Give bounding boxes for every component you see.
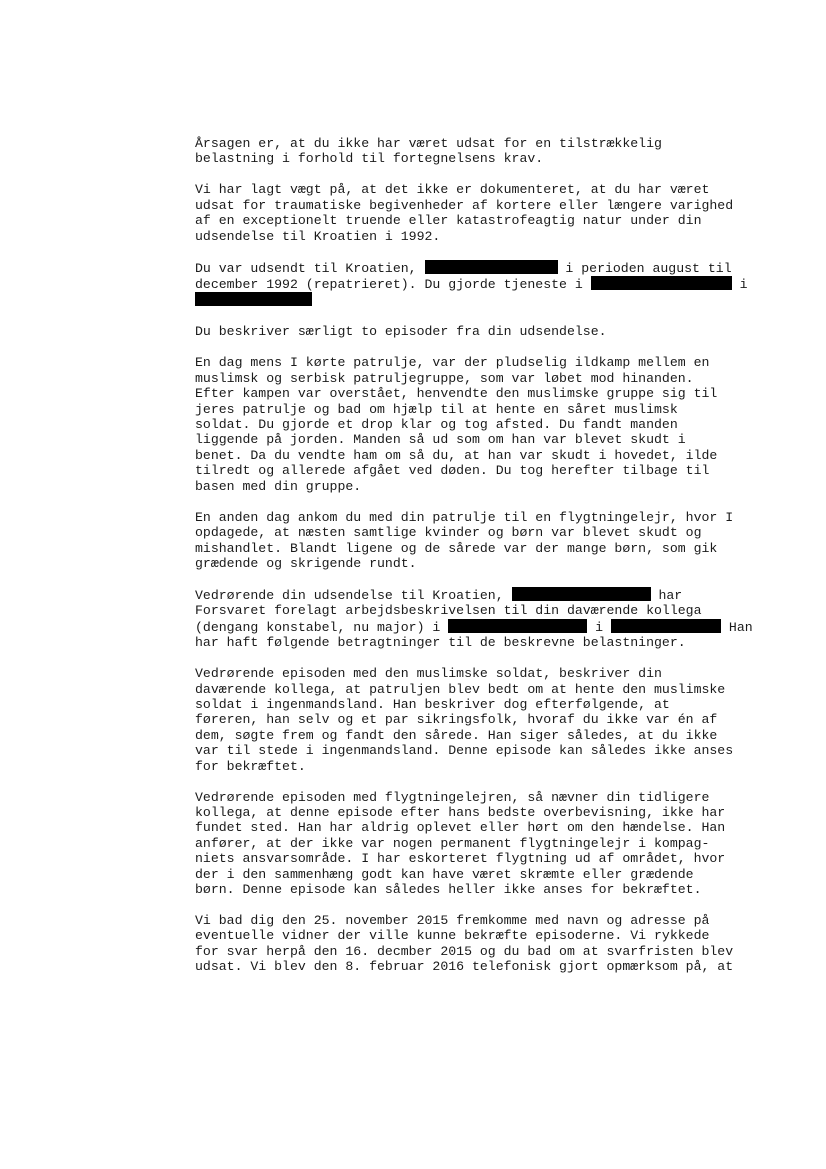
text-line bbox=[195, 276, 785, 292]
text-segment: i perioden august til bbox=[557, 260, 732, 276]
text-line: Vedrørende episoden med flygtningelejren, så nævner din tidligere bbox=[195, 789, 710, 805]
text-line: Vi har lagt vægt på, at det ikke er dokumenteret, at du har været bbox=[195, 182, 710, 198]
text-line: En anden dag ankom du med din patrulje til en flygtningelejr, hvor I bbox=[195, 509, 734, 525]
text-line: Vi bad dig den 25. november 2015 fremkomme med navn og adresse på bbox=[195, 913, 710, 928]
text-segment: (dengang konstabel, nu major) i bbox=[195, 619, 449, 635]
paragraph-9 bbox=[195, 790, 785, 898]
text-line: daværende kollega, at patruljen blev bedt om at hente den muslimske bbox=[195, 681, 726, 697]
text-line: Du beskriver særligt to episoder fra din udsendelse. bbox=[195, 324, 607, 340]
text-line: En dag mens I kørte patrulje, var der pludselig ildkamp mellem en bbox=[195, 355, 710, 371]
paragraph-3 bbox=[195, 260, 785, 309]
paragraph-10 bbox=[195, 913, 785, 975]
letter-body bbox=[195, 136, 785, 990]
redaction-bar bbox=[195, 292, 312, 306]
redaction-bar bbox=[591, 276, 732, 290]
text-line: niets ansvarsområde. I har eskorteret flygtning ud af området, hvor bbox=[195, 851, 726, 867]
text-line: benet. Da du vendte ham om så du, at han var skudt i hovedet, ilde bbox=[195, 447, 718, 463]
text-line: jeres patrulje og bad om hjælp til at hente en såret muslimsk bbox=[195, 401, 678, 417]
paragraph-1 bbox=[195, 136, 785, 167]
paragraph-4 bbox=[195, 324, 785, 339]
redaction-bar bbox=[425, 260, 558, 274]
text-segment: har bbox=[650, 587, 683, 603]
text-line: børn. Denne episode kan således heller ikke anses for bekræftet. bbox=[195, 882, 702, 897]
text-line: Årsagen er, at du ikke har været udsat for en tilstrækkelig bbox=[195, 136, 662, 151]
text-line bbox=[195, 260, 785, 276]
text-line: anfører, at der ikke var nogen permanent flygtningelejr i kompag- bbox=[195, 835, 710, 851]
paragraph-8 bbox=[195, 666, 785, 774]
paragraph-7 bbox=[195, 587, 785, 651]
text-segment: december 1992 (repatrieret). Du gjorde tjeneste i bbox=[195, 277, 591, 293]
text-line: udsat. Vi blev den 8. februar 2016 telefonisk gjort opmærksom på, at bbox=[195, 959, 734, 975]
text-line bbox=[195, 292, 785, 308]
text-line: dem, søgte frem og fandt den sårede. Han siger således, at du ikke bbox=[195, 727, 718, 743]
text-line: udsat for traumatiske begivenheder af kortere eller længere varighed bbox=[195, 197, 734, 213]
text-line: fundet sted. Han har aldrig oplevet eller hørt om den hændelse. Han bbox=[195, 820, 726, 836]
text-line: for svar herpå den 16. decmber 2015 og du bad om at svarfristen blev bbox=[195, 943, 734, 959]
text-line: soldat i ingenmandsland. Han beskriver dog efterfølgende, at bbox=[195, 696, 670, 712]
text-line: af en exceptionelt truende eller katastrofeagtig natur under din bbox=[195, 213, 702, 229]
text-line: belastning i forhold til fortegnelsens krav. bbox=[195, 151, 544, 167]
text-line: soldat. Du gjorde et drop klar og tog afsted. Du fandt manden bbox=[195, 417, 678, 433]
text-line: basen med din gruppe. bbox=[195, 478, 362, 494]
paragraph-6 bbox=[195, 510, 785, 572]
text-line: grædende og skrigende rundt. bbox=[195, 555, 417, 571]
text-line bbox=[195, 587, 785, 603]
text-line: for bekræftet. bbox=[195, 758, 306, 774]
text-line bbox=[195, 619, 785, 635]
text-line: Vedrørende episoden med den muslimske soldat, beskriver din bbox=[195, 666, 662, 682]
text-line: var til stede i ingenmandsland. Denne episode kan således ikke anses bbox=[195, 743, 734, 759]
text-line: der i den sammenhæng godt kan have været skræmte eller grædende bbox=[195, 866, 694, 882]
text-segment: Han bbox=[721, 619, 753, 635]
redaction-bar bbox=[512, 587, 651, 601]
text-line: tilredt og allerede afgået ved døden. Du tog herefter tilbage til bbox=[195, 463, 710, 479]
text-line: muslimsk og serbisk patruljegruppe, som var løbet mod hinanden. bbox=[195, 370, 694, 386]
text-segment: Vedrørende din udsendelse til Kroatien, bbox=[195, 587, 512, 603]
text-line: liggende på jorden. Manden så ud som om han var blevet skudt i bbox=[195, 432, 686, 448]
text-segment: Du var udsendt til Kroatien, bbox=[195, 260, 425, 276]
redaction-bar bbox=[611, 619, 721, 633]
text-line: har haft følgende betragtninger til de beskrevne belastninger. bbox=[195, 635, 686, 651]
redaction-bar bbox=[448, 619, 587, 633]
paragraph-5 bbox=[195, 355, 785, 494]
text-line: eventuelle vidner der ville kunne bekræfte episoderne. Vi rykkede bbox=[195, 928, 710, 944]
text-segment: i bbox=[587, 619, 611, 635]
text-line: føreren, han selv og et par sikringsfolk, hvoraf du ikke var én af bbox=[195, 712, 718, 728]
text-line: mishandlet. Blandt ligene og de sårede var der mange børn, som gik bbox=[195, 540, 718, 556]
text-segment: i bbox=[731, 277, 748, 293]
paragraph-2 bbox=[195, 182, 785, 244]
text-line: kollega, at denne episode efter hans bedste overbevisning, ikke har bbox=[195, 804, 726, 820]
text-line: Forsvaret forelagt arbejdsbeskrivelsen til din daværende kollega bbox=[195, 603, 702, 619]
text-line: Efter kampen var overstået, henvendte den muslimske gruppe sig til bbox=[195, 386, 718, 402]
text-line: udsendelse til Kroatien i 1992. bbox=[195, 228, 441, 244]
text-line: opdagede, at næsten samtlige kvinder og børn var blevet skudt og bbox=[195, 525, 702, 541]
